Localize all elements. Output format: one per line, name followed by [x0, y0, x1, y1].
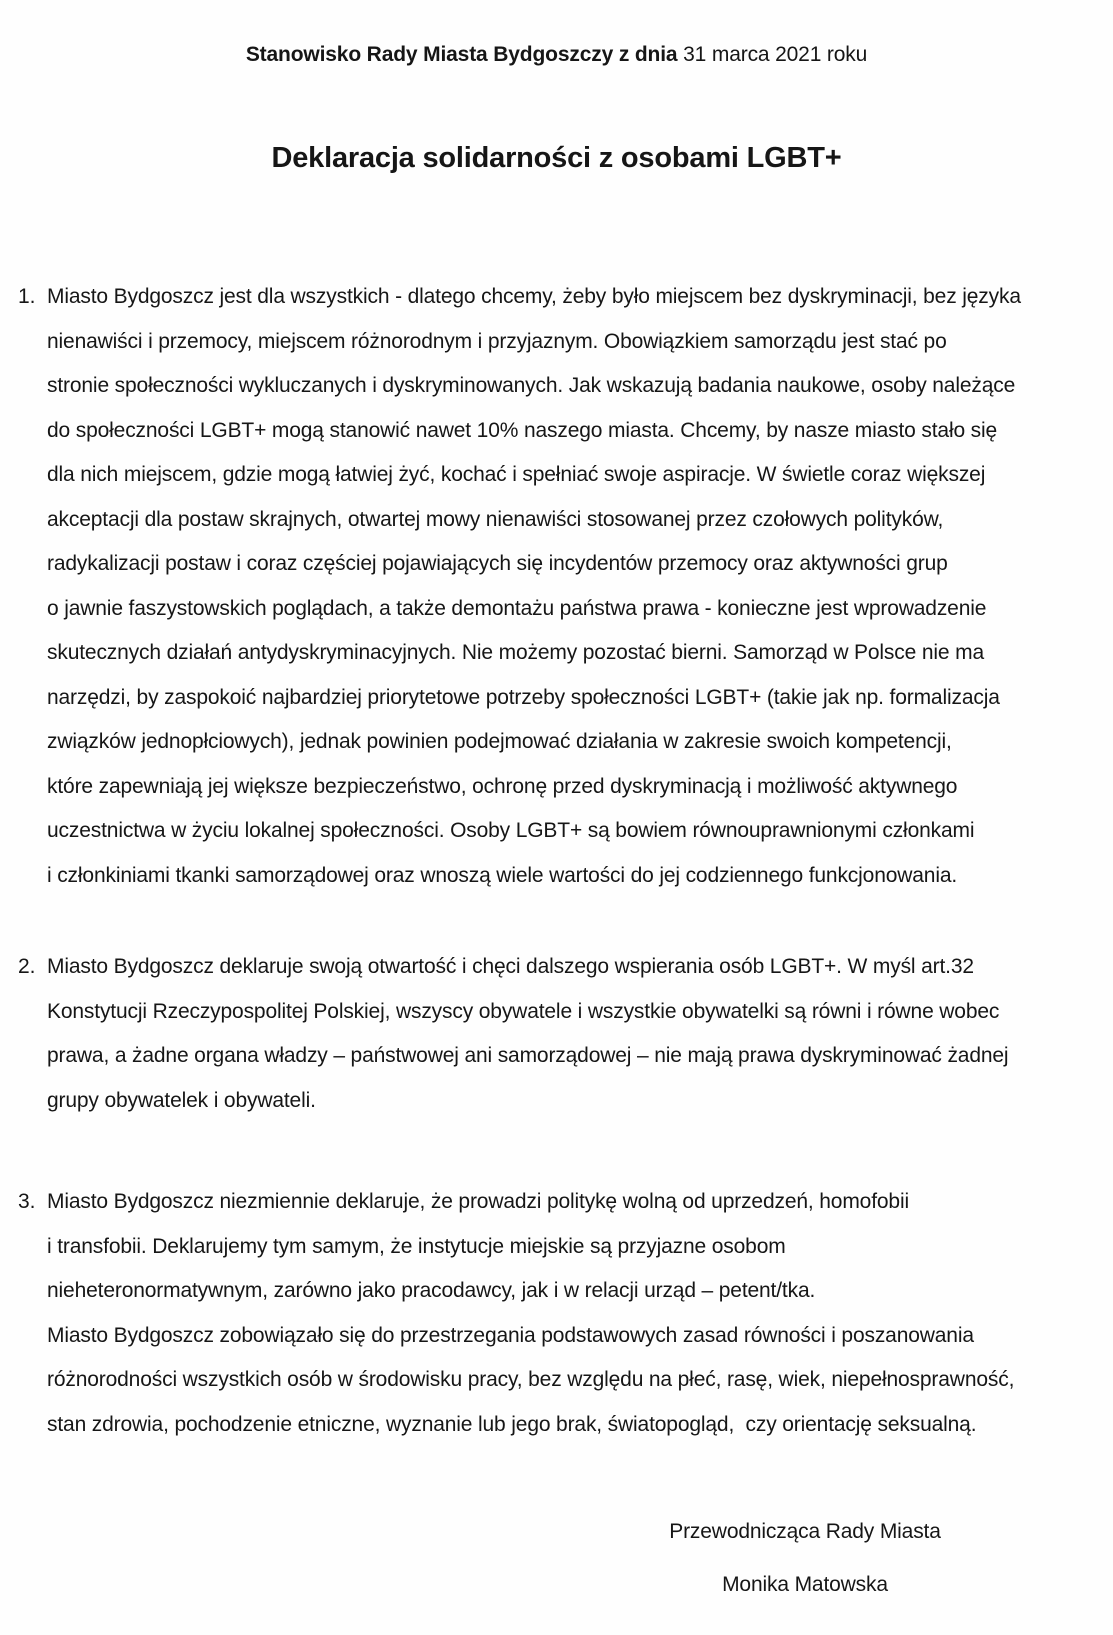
paragraph-line: różnorodności wszystkich osób w środowisku pracy, bez względu na płeć, rasę, wiek, niepełnosprawność,: [47, 1368, 1015, 1391]
paragraph-line: do społeczności LGBT+ mogą stanowić nawet 10% naszego miasta. Chcemy, by nasze miasto stało się: [47, 418, 998, 442]
document-title: Deklaracja solidarności z osobami LGBT+: [271, 142, 842, 174]
paragraph-line: związków jednopłciowych), jednak powinien podejmować działania w zakresie swoich kompetencji,: [47, 730, 952, 753]
paragraph-line: skutecznych działań antydyskryminacyjnych. Nie możemy pozostać bierni. Samorząd w Polsce nie ma: [47, 641, 984, 664]
paragraph-line: nienawiści i przemocy, miejscem różnorodnym i przyjaznym. Obowiązkiem samorządu jest stać po: [47, 329, 947, 353]
paragraph-line: Konstytucji Rzeczypospolitej Polskiej, wszyscy obywatele i wszystkie obywatelki są równi i równe wobec: [47, 999, 1000, 1023]
paragraph-line: Miasto Bydgoszcz jest dla wszystkich - dlatego chcemy, żeby było miejscem bez dyskryminacji, bez języka: [47, 285, 1021, 308]
signature-name: Monika Matowska: [722, 1573, 888, 1596]
paragraph-line: Miasto Bydgoszcz niezmiennie deklaruje, że prowadzi politykę wolną od uprzedzeń, homofobii: [47, 1190, 909, 1213]
numbered-paragraph: [0, 945, 1113, 1123]
signature-role: Przewodnicząca Rady Miasta: [669, 1520, 941, 1543]
paragraph-number: 3.: [18, 1190, 36, 1213]
paragraph-line: dla nich miejscem, gdzie mogą łatwiej żyć, kochać i spełniać swoje aspiracje. W świetle coraz większej: [47, 463, 986, 486]
document-body: [0, 275, 1113, 1447]
paragraph-line: stronie społeczności wykluczanych i dyskryminowanych. Jak wskazują badania naukowe, osoby należące: [47, 374, 1016, 397]
numbered-paragraph: [0, 275, 1113, 898]
paragraph-line: grupy obywatelek i obywateli.: [47, 1088, 316, 1112]
paragraph-line: o jawnie faszystowskich poglądach, a także demontażu państwa prawa - konieczne jest wprowadzenie: [47, 596, 987, 620]
paragraph-line: i członkiniami tkanki samorządowej oraz wnoszą wiele wartości do jej codziennego funkcjonowania.: [47, 863, 958, 887]
paragraph-line: prawa, a żadne organa władzy – państwowej ani samorządowej – nie mają prawa dyskryminować żadnej: [47, 1044, 1009, 1067]
numbered-paragraph: [0, 1180, 1113, 1447]
paragraph-line: Miasto Bydgoszcz zobowiązało się do przestrzegania podstawowych zasad równości i poszanowania: [47, 1323, 974, 1347]
paragraph-line: uczestnictwa w życiu lokalnej społeczności. Osoby LGBT+ są bowiem równouprawnionymi członkami: [47, 819, 975, 842]
paragraph-line: radykalizacji postaw i coraz częściej pojawiających się incydentów przemocy oraz aktywności grup: [47, 552, 948, 575]
paragraph-line: i transfobii. Deklarujemy tym samym, że instytucje miejskie są przyjazne osobom: [47, 1234, 786, 1258]
paragraph-line: które zapewniają jej większe bezpieczeństwo, ochronę przed dyskryminacją i możliwość aktywnego: [47, 774, 958, 798]
paragraph-line: Miasto Bydgoszcz deklaruje swoją otwartość i chęci dalszego wspierania osób LGBT+. W myśl art.32: [47, 955, 974, 978]
paragraph-number: 1.: [18, 285, 36, 308]
paragraph-line: stan zdrowia, pochodzenie etniczne, wyznanie lub jego brak, światopogląd, czy orientację seksualną.: [47, 1412, 977, 1436]
paragraph-line: akceptacji dla postaw skrajnych, otwartej mowy nienawiści stosowanej przez czołowych polityków,: [47, 507, 944, 531]
header-date: 31 marca 2021 roku: [677, 43, 868, 66]
paragraph-line: nieheteronormatywnym, zarówno jako pracodawcy, jak i w relacji urząd – petent/tka.: [47, 1279, 816, 1302]
document-header: [0, 0, 1113, 70]
paragraph-number: 2.: [18, 955, 36, 978]
header-title-bold: Stanowisko Rady Miasta Bydgoszczy z dnia: [245, 43, 678, 66]
paragraph-line: narzędzi, by zaspokoić najbardziej priorytetowe potrzeby społeczności LGBT+ (takie jak np. formalizacja: [47, 685, 1000, 709]
signature-block: [605, 1505, 1005, 1611]
